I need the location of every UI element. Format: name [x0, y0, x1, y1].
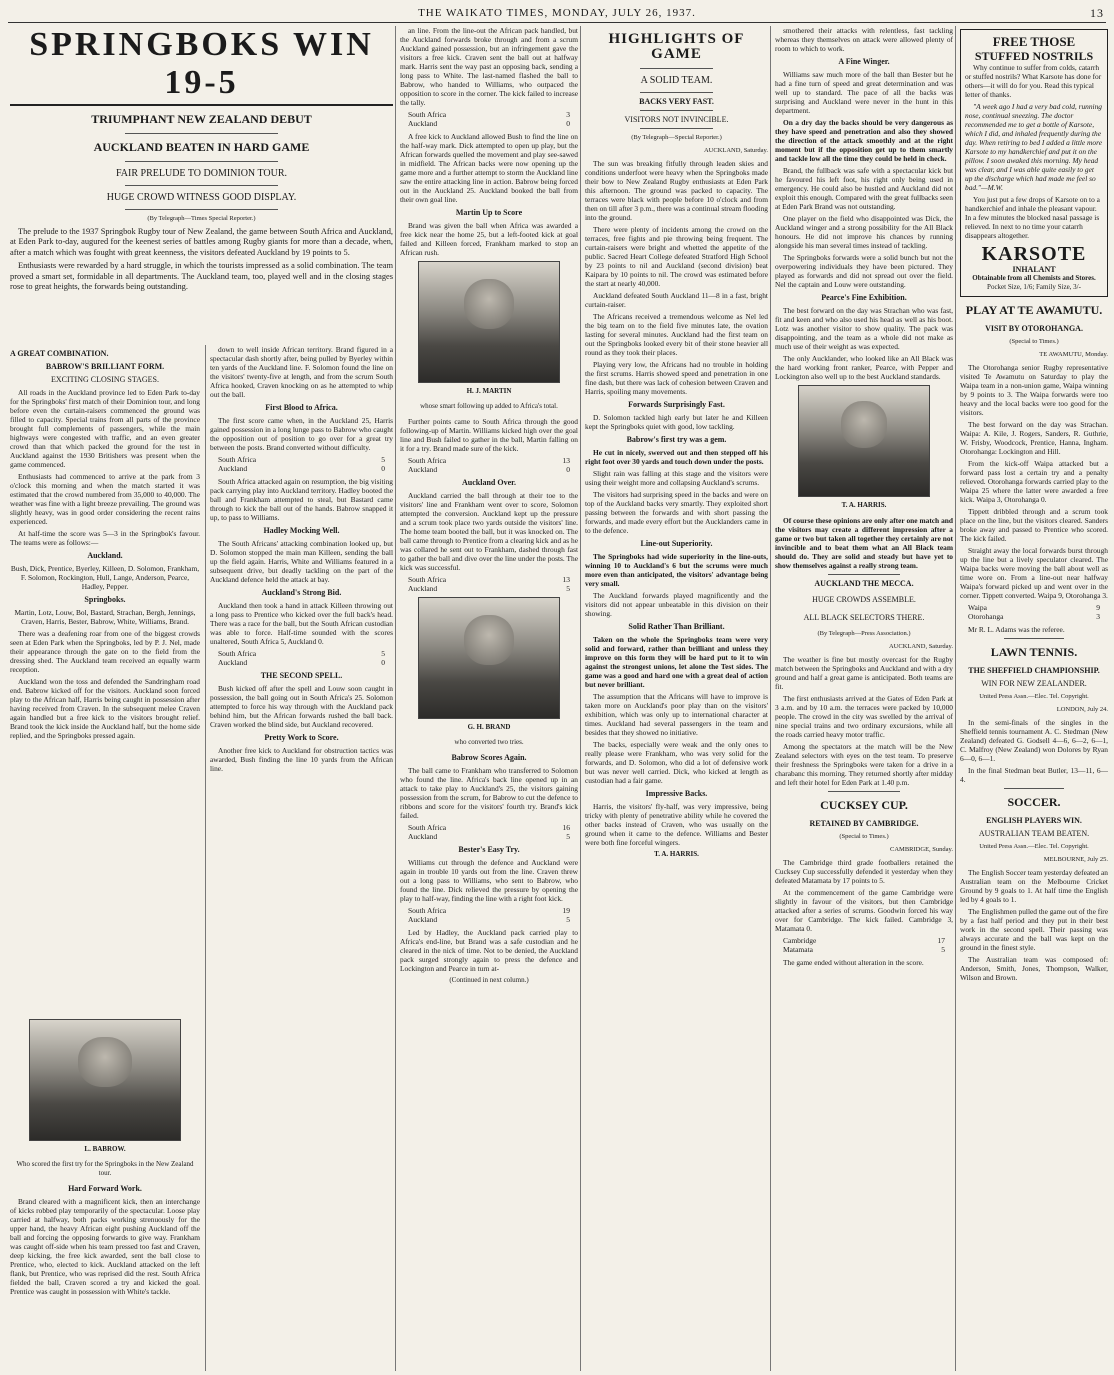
subhead: EXCITING CLOSING STAGES. [50, 375, 160, 384]
paragraph: Auckland then took a hand in attack Killeen throwing out a long pass to Prentice who kicked over the full back's head. There was a race for the ball, but the South African custodian was able to force. Half-time sounded with the scores unaltered, South Africa 5, Auckland 0. [210, 601, 393, 646]
byline: United Press Assn.—Elec. Tel. Copyright. [979, 693, 1089, 700]
paragraph: The best forward on the day was Strachan. Waipa: A. Kile, J. Rogers, Sanders, R. Guthrie, W. Frisby, Woodcock, Prentice, Hanna, Ingham. Otorohanga: Lockington and Hill. [960, 420, 1108, 456]
score-box: South Africa 16 Auckland 5 [408, 823, 570, 841]
masthead [8, 4, 1106, 23]
column-4 [585, 26, 768, 1371]
ad-text: Obtainable from all Chemists and Stores. [972, 274, 1096, 282]
paragraph: Auckland won the toss and defended the Sandringham road end. Babrow kicked off for the visitors. Auckland soon forced play to the African half, Harris being caught in possession after having received from Craven. In the subsequent melee Craven again handled but a free kick to the visitors brought relief. Brand took the kick inside the Auckland half, but the home side replied, and the Springboks pressed again. [10, 677, 200, 740]
column-2 [210, 345, 393, 1370]
highlights-title: HIGHLIGHTS OF GAME [608, 31, 745, 62]
score-box: Waipa 9 Otorohanga 3 [968, 603, 1100, 621]
paragraph: The Springboks had wide superiority in the line-outs, winning 10 to Auckland's 6 but the scrums were much more even than anticipated, the visitors' advantage being very small. [585, 552, 768, 588]
paragraph: The backs, especially were weak and the only ones to really please were Frankham, who was very solid for the forwards, and D. Solomon, who did a lot of defensive work but was never well carried. Dick, who kicked at length as custodian had a fair game. [585, 740, 768, 785]
cucksey-title: CUCKSEY CUP. [820, 798, 908, 812]
paragraph: South Africa attacked again on resumption, the big visiting pack carrying play into Auckland territory. Hadley booted the ball and Frankham attempted to steal, but Bastard came through to kick the ball out of the hands. Babrow snapped it up, to pass to Williams. [210, 477, 393, 522]
dateline: AUCKLAND, Saturday. [703, 147, 768, 154]
paragraph: Mr R. L. Adams was the referee. [968, 625, 1065, 634]
subhead: THE SHEFFIELD CHAMPIONSHIP. [968, 666, 1100, 675]
paragraph: The Cambridge third grade footballers retained the Cucksey Cup successfully defended it yesterday when they defeated Matamata by 17 points to 5. [775, 858, 953, 885]
karsote-brand: KARSOTE [981, 243, 1087, 265]
column-3 [400, 26, 578, 1371]
ad-text: Pocket Size, 1/6; Family Size, 3/- [987, 283, 1081, 291]
subhead: Bester's Easy Try. [458, 845, 520, 854]
paragraph: Slight rain was falling at this stage and the visitors were using their weight more and collapsing Auckland's scrums. [585, 469, 768, 487]
paragraph: Of course these opinions are only after one match and the visitors may create a different impression after a game or two but taken all together they certainly are not invincible and to beat them what an All Black team should do. They are solid and steady but have yet to show themselves against a really strong team. [775, 516, 953, 570]
byline: (Special to Times.) [839, 833, 889, 840]
paragraph: Brand cleared with a magnificent kick, then an interchange of kicks robbed play temporarily of the spectacular. Loose play carried at halfway, both packs working strenuously for the upper hand, the heavy African eight pushing Auckland off the ball and forcing the opposing forwards to give way. Frankham was caught off-side when his team pressed too fast and Craven, deep kicking, the free kick awarded, sent the ball close to Prentice, who, elected to kick. Auckland attacked on the left flank, but Prentice, who was reprised did the rest. South Africa fielded the ball, Craven scored a try and kicked the goal. Prentice was caught in possession with White's tackle. [10, 1197, 200, 1296]
column-rule [770, 26, 771, 1371]
paragraph: Enthusiasts had commenced to arrive at the park from 3 o'clock this morning and when the match started it was estimated that the crowd numbered from 35,000 to 40,000. The weather was fine with a light breeze prevailing. The ground was slightly heavy, was in good order considering the recent rains experienced. [10, 472, 200, 526]
paragraph: The first score came when, in the Auckland 25, Harris gained possession in a long lunge pass to Babrow who caught the opposition out of position to go over for a great try between the posts. Brand converted without difficulty. [210, 416, 393, 452]
photo-subcaption: who converted two tries. [454, 738, 524, 746]
team-list: Bush, Dick, Prentice, Byerley, Killeen, D. Solomon, Frankham, F. Solomon, Rockington, Hull, Lange, Anderson, Pearce, Hadley, Pepper. [10, 564, 200, 591]
paragraph: At half-time the score was 5—3 in the Springbok's favour. The teams were as follows:— [10, 529, 200, 547]
lead-headline: SPRINGBOKS WIN 19-5 [10, 26, 393, 106]
paragraph: Brand was given the ball when Africa was awarded a free kick near the home 25, but a left-footed kick at goal failed and Killeen forced, Frankham marked to stop an African rush. [400, 221, 578, 257]
subhead: AUSTRALIAN TEAM BEATEN. [978, 829, 1090, 838]
paragraph: The assumption that the Africans will have to improve is taken more on Auckland's poor play than on the visitors' exhibition, which was only up to international character at times. Auckland had several passengers in the team and besides that they showed no initiative. [585, 692, 768, 737]
subhead: VISIT BY OTOROHANGA. [985, 324, 1083, 333]
subhead: Impressive Backs. [645, 789, 708, 798]
paragraph: All roads in the Auckland province led to Eden Park to-day for the Springboks' first match of their Dominion tour, and long before even the curtain-raisers commenced the ground was filled to capacity. Special trains from all parts of the province brought full complements of passengers, while the main highways were congested with traffic, and an even greater crowd than that which packed the ground for the test in Auckland against the 1930 Britishers was present when the game commenced. [10, 388, 200, 469]
ad-quote: "A week ago I had a very bad cold, running nose, continual sneezing. The doctor recommended me to get a bottle of Karsote, which I did, and inhaled frequently during the day. When retiring to bed I added a little more Karsote to my handkerchief and put it on the pillow. I soon awaked this morning. My head was clear, and I was able quite easily to get up the discharge which had made me feel so bad."—M.W. [965, 102, 1102, 192]
paragraph: The Englishmen pulled the game out of the fire by a fast half period and they put in their best work in the second spell. Their passing was always accurate and the ball was kept on the ground in the finest style. [960, 907, 1108, 952]
team-label: Springboks. [84, 595, 126, 604]
byline: United Press Assn.—Elec. Tel. Copyright. [979, 843, 1089, 850]
lead-intro-2: Enthusiasts were rewarded by a hard struggle, in which the tourists impressed as a solid combination. The team proved a smart set, formidable in all departments. The Auckland team, too, played well and in the closing stages rose to great heights, the forwards being outstanding. [10, 261, 393, 292]
photo-martin [418, 261, 560, 383]
ad-text: Why continue to suffer from colds, catarrh or stuffed nostrils? What Karsote has done for others—it will do for you. Read this typical letter of thanks. [965, 63, 1102, 99]
paragraph: On a dry day the backs should be very dangerous as they have speed and penetration and also they showed the direction of the attack smoothly and at the right moment but if the opposition get up to them smartly and tackle low all the time they could be held in check. [775, 118, 953, 163]
photo-caption: G. H. BRAND [467, 723, 511, 731]
subhead: Line-out Superiority. [640, 539, 713, 548]
paragraph: smothered their attacks with relentless, fast tackling whereas they themselves on attack were allowed plenty of room to which to work. [775, 26, 953, 53]
photo-caption: T. A. HARRIS. [654, 850, 699, 858]
subhead: RETAINED BY CAMBRIDGE. [809, 819, 919, 828]
paragraph: Further points came to South Africa through the good following-up of Martin. Williams kicked high over the goal line and Bush failed to gather in the ball, Martin falling on it for a try. Brand made sure of the kick. [400, 417, 578, 453]
paragraph: The Auckland forwards played magnificently and the visitors did not appear unbeatable in this division on their showing. [585, 591, 768, 618]
subhead: A GREAT COMBINATION. [10, 349, 109, 358]
paragraph: The game ended without alteration in the score. [783, 958, 924, 967]
subhead: ALL BLACK SELECTORS THERE. [803, 613, 925, 622]
subhead: A Fine Winger. [838, 57, 890, 66]
column-rule [205, 345, 206, 1371]
paragraph: The best forward on the day was Strachan who was fast, fit and keen and who also used his head as well as his boot. Lotz was another visitor to show quality. The pack was disappointing, and the team as a whole did not make as much use of their weight as was expected. [775, 306, 953, 351]
score-box: South Africa 19 Auckland 5 [408, 906, 570, 924]
tennis-title: LAWN TENNIS. [990, 645, 1078, 659]
lead-story [10, 26, 393, 344]
subhead: Auckland's Strong Bid. [261, 588, 342, 597]
subhead: Hard Forward Work. [68, 1184, 142, 1193]
score-box: Cambridge 17 Matamata 5 [783, 936, 945, 954]
subhead: First Blood to Africa. [265, 403, 338, 412]
karsote-ad [960, 29, 1108, 297]
team-list: Martin, Lotz, Louw, Bol, Bastard, Strachan, Bergh, Jennings, Craven, Harris, Bester, Babrow, White, Williams, Brand. [14, 608, 196, 626]
column-rule [395, 26, 396, 1371]
paragraph: Williams saw much more of the ball than Bester but he had a fine turn of speed and great determination and was well up to standard. The pace of all the backs was surprising and Auckland were never in the hunt in this department. [775, 70, 953, 115]
photo-subcaption: Who scored the first try for the Springboks in the New Zealand tour. [16, 1160, 194, 1177]
paragraph: The first enthusiasts arrived at the Gates of Eden Park at 3 a.m. and by 10 a.m. the terraces were packed by 10,000 people. The crowd in the city was swelled by the arrival of nine special trains and two ordinary excursions, while all the roads carried heavy motor traffic. [775, 694, 953, 739]
paragraph: D. Solomon tackled high early but later he and Killeen kept the Springboks quiet with good, low tackling. [585, 413, 768, 431]
paragraph: From the kick-off Waipa attacked but a forward pass lost a certain try and a penalty relieved. Otorohanga forwards carried play to the Waipa 25 where the latter were awarded a free kick. Waipa 3, Otorohanga 0. [960, 459, 1108, 504]
subhead: BABROW'S BRILLIANT FORM. [45, 362, 165, 371]
paragraph: A free kick to Auckland allowed Bush to find the line on the half-way mark. Dick attempted to open up play, but the African forwards quelled the movement and play see-sawed in midfield. The African backs were now opening up the game more and a further attempt to storm the Auckland line saw the entire attacking line in action. Babrow being forced out in the Auckland 25. Auckland booked the ball from their own goal line. [400, 132, 578, 204]
score-box: South Africa 13 Auckland 5 [408, 575, 570, 593]
paragraph: Among the spectators at the match will be the New Zealand selectors with eyes on the test team. To preserve their freshness the Springboks were taken for a drive in a charabanc this morning. They returned shortly after midday and left their hotel for Eden Park at 1.40 p.m. [775, 742, 953, 787]
te-awamutu-title: PLAY AT TE AWAMUTU. [965, 303, 1103, 317]
ad-headline: FREE THOSE [992, 34, 1076, 49]
paragraph: Led by Hadley, the Auckland pack carried play to Africa's end-line, but Brand was a safe custodian and he cleared in the nick of time. Not to be denied, the Auckland pack surged strongly again to press the defence and Lockington and Pearce in turn at- [400, 928, 578, 973]
score-box: South Africa 5 Auckland 0 [218, 649, 385, 667]
paragraph: Williams cut through the defence and Auckland were again in trouble 10 yards out from the line. Craven threw out a long pass to Williams, who sent to Babrow, who found the line. Dick relieved the pressure by opening the play to half-way, finding the line with a right foot kick. [400, 858, 578, 903]
dateline: CAMBRIDGE, Sunday. [890, 846, 953, 853]
subhead: A SOLID TEAM. [640, 75, 713, 86]
paragraph: down to well inside African territory. Brand figured in a spectacular dash shortly after, being pulled by Byerley within ten yards of the Auckland line. F. Solomon found the line on the visitors' twenty-five at length, and from the scrum South Africa hooked, Craven knocking on as he attempted to whip out the ball. [210, 345, 393, 399]
paragraph: an line. From the line-out the African pack handled, but the Auckland forwards broke through and from a scrum Auckland gained possession, but an infringement gave the visitors a free kick. Craven sent the ball out at halfway mark. Harris sent the way past an opposing back, sending a long pass to White. The last-named flashed the ball to Babrow, who handed to Williams, who outpaced the opposition to score in the corner. The kick failed to increase the tally. [400, 26, 578, 107]
paragraph: Auckland defeated South Auckland 11—8 in a fast, bright curtain-raiser. [585, 291, 768, 309]
subhead: Hadley Mocking Well. [263, 526, 340, 535]
photo-caption: L. BABROW. [84, 1145, 126, 1153]
paragraph: The Otorohanga senior Rugby representative visited Te Awamutu on Saturday to play the Waipa team in a non-union game, Waipa winning by 9 points to 3. The Waipa forwards were too heavy and the local backs were too good for the visitors. [960, 363, 1108, 417]
column-6 [960, 26, 1108, 1371]
paragraph: Taken on the whole the Springboks team were very solid and forward, rather than brilliant and unless they improve on this form they will be hard put to it to win against the strongest unions, let alone the Test sides. The game was a good and hard one with a great deal of action but never brilliant. [585, 635, 768, 689]
subhead: THE SECOND SPELL. [260, 671, 343, 680]
paragraph: The sun was breaking fitfully through leaden skies and conditions underfoot were heavy when the Springboks made their bow to New Zealand Rugby enthusiasts at Eden Park this afternoon. The ground was packed to capacity. The terraces were black with people before 10 o'clock and from then on till after 3 p.m., there was a continual stream flooding into the ground. [585, 159, 768, 222]
column-1-bottom [10, 1015, 200, 1370]
byline: (By Telegraph—Special Reporter.) [631, 134, 722, 141]
subhead: Solid Rather Than Brilliant. [628, 622, 725, 631]
dateline: TE AWAMUTU, Monday. [1039, 351, 1108, 358]
paragraph: The only Aucklander, who looked like an All Black was the hard working front ranker, Pearce, with Pepper and Lockington also well up to the best Auckland standards. [775, 354, 953, 381]
subhead: VISITORS NOT INVINCIBLE. [624, 115, 729, 124]
dateline: MELBOURNE, July 25. [1043, 856, 1108, 863]
paragraph: The South Africans' attacking combination looked up, but D. Solomon stopped the main man Killeen, sending the ball up the field again. Harris, White and Williams featured in a subsequent drive, but deadly tackling on the part of the Auckland defence held the attack at bay. [210, 539, 393, 584]
subhead: HUGE CROWDS ASSEMBLE. [812, 595, 916, 604]
subhead: ENGLISH PLAYERS WIN. [986, 816, 1082, 825]
subhead: Babrow's first try was a gem. [626, 435, 727, 444]
lead-deck-2: AUCKLAND BEATEN IN HARD GAME [93, 140, 310, 154]
score-box: South Africa 5 Auckland 0 [218, 455, 385, 473]
paragraph: The weather is fine but mostly overcast for the Rugby match between the Springboks and Auckland and with a dry ground and half a great game is anticipated. Both teams are fit. [775, 655, 953, 691]
paragraph: Another free kick to Auckland for obstruction tactics was awarded, Bush finding the line 10 yards from the African line. [210, 746, 393, 773]
photo-caption: T. A. HARRIS. [841, 501, 887, 509]
lead-byline: (By Telegraph—Times Special Reporter.) [147, 215, 256, 222]
column-rule [955, 26, 956, 1371]
paragraph: Playing very low, the Africans had no trouble in holding the first scrums. Harris showed speed and penetration in one fine dash, but there was lack of cohesion between Craven and Harris, spoiling many movements. [585, 360, 768, 396]
column-5 [775, 26, 953, 1371]
paragraph: The visitors had surprising speed in the backs and were on top of the Auckland backs very smartly. They exploited short passing between the forwards and with short passing the forwards, and made every effort but the Aucklanders came in to the defence. [585, 490, 768, 535]
ad-headline: STUFFED NOSTRILS [974, 49, 1094, 63]
soccer-title: SOCCER. [1007, 795, 1061, 809]
subhead: Auckland Over. [462, 478, 516, 487]
paragraph: There were plenty of incidents among the crowd on the terraces, free fights and pie throwing being frequent. The curtain-raisers were bright and whetted the appetite of the public. Sacred Heart College defeated Stratford High School by 23 points to nil and Auckland (second division) beat Kaipara by 10 points to nil. The crowd was estimated before the start at nearly 40,000. [585, 225, 768, 288]
photo-subcaption: whose smart following up added to Africa's total. [420, 402, 558, 410]
subhead: Martin Up to Score [455, 208, 523, 217]
paragraph: The Springboks forwards were a solid bunch but not the overpowering individuals they have been pictured. They played as forwards and did not spread out over the field. Nel the captain and Louw were outstanding. [775, 253, 953, 289]
paragraph: He cut in nicely, swerved out and then stepped off his right foot over 30 yards and touch down under the posts. [585, 448, 768, 466]
paragraph: The Africans received a tremendous welcome as Nel led the big team on to the field five minutes late, the ovation lasting for several minutes. Auckland had the first team on out the Springboks looked every bit of their stone heavier all round as they took their places. [585, 312, 768, 357]
dateline: AUCKLAND, Saturday. [888, 643, 953, 650]
photo-babrow [29, 1019, 181, 1141]
masthead-title: THE WAIKATO TIMES, MONDAY, JULY 26, 1937. [418, 7, 696, 19]
byline: (Special to Times.) [1009, 338, 1059, 345]
paragraph: Straight away the local forwards burst through up the line but a lively speculator cleared. The Waipa backs were moving the ball about well as time wore on. From a line-out near halfway Waipa's forward picked up and went over in the corner. Tippett converted. Waipa 9, Otorohanga 3. [960, 546, 1108, 600]
subhead: Forwards Surprisingly Fast. [628, 400, 725, 409]
lead-deck-1: TRIUMPHANT NEW ZEALAND DEBUT [91, 112, 312, 126]
paragraph: Bush kicked off after the spell and Louw soon caught in possession, the ball going out in South Africa's 25. Solomon attempted to force his way through with the Auckland pack behind him, but the African forwards rushed the ball back. Craven worked the blind side, but Auckland recovered. [210, 684, 393, 729]
column-rule [580, 26, 581, 1371]
subhead: Babrow Scores Again. [451, 753, 527, 762]
subhead: Pearce's Fine Exhibition. [821, 293, 907, 302]
subhead: Pretty Work to Score. [264, 733, 339, 742]
karsote-sub: INHALANT [1012, 265, 1056, 274]
paragraph: Harris, the visitors' fly-half, was very impressive, being tricky with plenty of penetrative ability while he covered the other backs instead of Craven, who was usually on the ground when it came to the defence. Williams and Bester were both fine forceful wingers. [585, 802, 768, 847]
page-number: 13 [1090, 6, 1104, 20]
paragraph: Tippett dribbled through and a scrum took place on the line, but the visitors cleared. Sanders broke away and passed to Prentice who scored. The kick failed. [960, 507, 1108, 543]
score-box: South Africa 13 Auckland 0 [408, 456, 570, 474]
column-1 [10, 345, 200, 1010]
photo-caption: H. J. MARTIN [466, 387, 512, 395]
lead-deck-4: HUGE CROWD WITNESS GOOD DISPLAY. [106, 192, 297, 203]
photo-brand [418, 597, 560, 719]
paragraph: One player on the field who disappointed was Dick, the Auckland winger and a strong possibility for the All Black honours. He did not improve his chances by running alongside his man several times instead of tackling. [775, 214, 953, 250]
paragraph: In the final Stedman beat Butler, 13—11, 6—4. [960, 766, 1108, 784]
paragraph: In the semi-finals of the singles in the Sheffield tennis tournament A. C. Stedman (New Zealand) defeated G. Godsell 4—6, 6—2, 6—1, C. Malfroy (New Zealand) won Dolores by Ryan 6—0, 6—1. [960, 718, 1108, 763]
byline: (By Telegraph—Press Association.) [817, 630, 911, 637]
ad-text: You just put a few drops of Karsote on to a handkerchief and inhale the pleasant vapour. In a few minutes the blocked nasal passage is relieved. In next to no time your catarrh disappears altogether. [965, 195, 1100, 240]
paragraph: Brand, the fullback was safe with a spectacular kick but he favoured his left foot, his right only being used in emergency. He could also be hustled and Auckland did not exploit this enough. Compared with the great fullbacks seen at Eden Park Brand was not outstanding. [775, 166, 953, 211]
lead-deck-3: FAIR PRELUDE TO DOMINION TOUR. [115, 168, 288, 179]
team-label: Auckland. [87, 551, 123, 560]
dateline: LONDON, July 24. [1056, 706, 1108, 713]
subhead: AUCKLAND THE MECCA. [814, 579, 914, 588]
paragraph: There was a deafening roar from one of the biggest crowds seen at Eden Park when the Springboks, led by P. J. Nel, made their appearance through the gate on to the field from the dressing shed. The Auckland team received an equally warm reception. [10, 629, 200, 674]
continued-note: (Continued in next column.) [449, 976, 529, 984]
paragraph: The ball came to Frankham who transferred to Solomon who found the line. Africa's back line opened up in an attack to take play to Auckland's 25, the visitors gaining possession from the scrum, for Babrow to cut the defence to ribbons and score for the visitors' fourth try. Brand's kick failed. [400, 766, 578, 820]
lead-intro: The prelude to the 1937 Springbok Rugby tour of New Zealand, the game between South Africa and Auckland, at Eden Park to-day, augured for the keenest series of battles among Rugby giants for more than a decade, when, after a match which was fought with great keenness, the visitors defeated Auckland by 19 points to 5. [10, 227, 393, 257]
paragraph: Auckland carried the ball through at their toe to the visitors' line and Frankham went over to score, Solomon attempted the conversion. Auckland kept up the pressure and a scrum took place two yards outside the visitors' line. The home team booted the ball, but it was knocked on. The ball came through to Prentice from a clearing kick and as he was collared he sent out to Frankham, dashed through fast to gather the ball and dive over the line under the posts. The kick was successful. [400, 491, 578, 572]
photo-harris [798, 385, 930, 497]
paragraph: At the commencement of the game Cambridge were slightly in favour of the visitors, but then Cambridge attacked after a series of scrums. Goodwin forced his way over for Cambridge. The kick failed. Cambridge 3, Matamata 0. [775, 888, 953, 933]
paragraph: The Australian team was composed of: Anderson, Smith, Jones, Thompson, Walker, Wilson and Brown. [960, 955, 1108, 982]
paragraph: The English Soccer team yesterday defeated an Australian team on the Melbourne Cricket Ground by 9 goals to 1. At half time the English led by 4 goals to 1. [960, 868, 1108, 904]
subhead: WIN FOR NEW ZEALANDER. [981, 679, 1087, 688]
subhead: BACKS VERY FAST. [639, 97, 714, 106]
score-box: South Africa 3 Auckland 0 [408, 110, 570, 128]
